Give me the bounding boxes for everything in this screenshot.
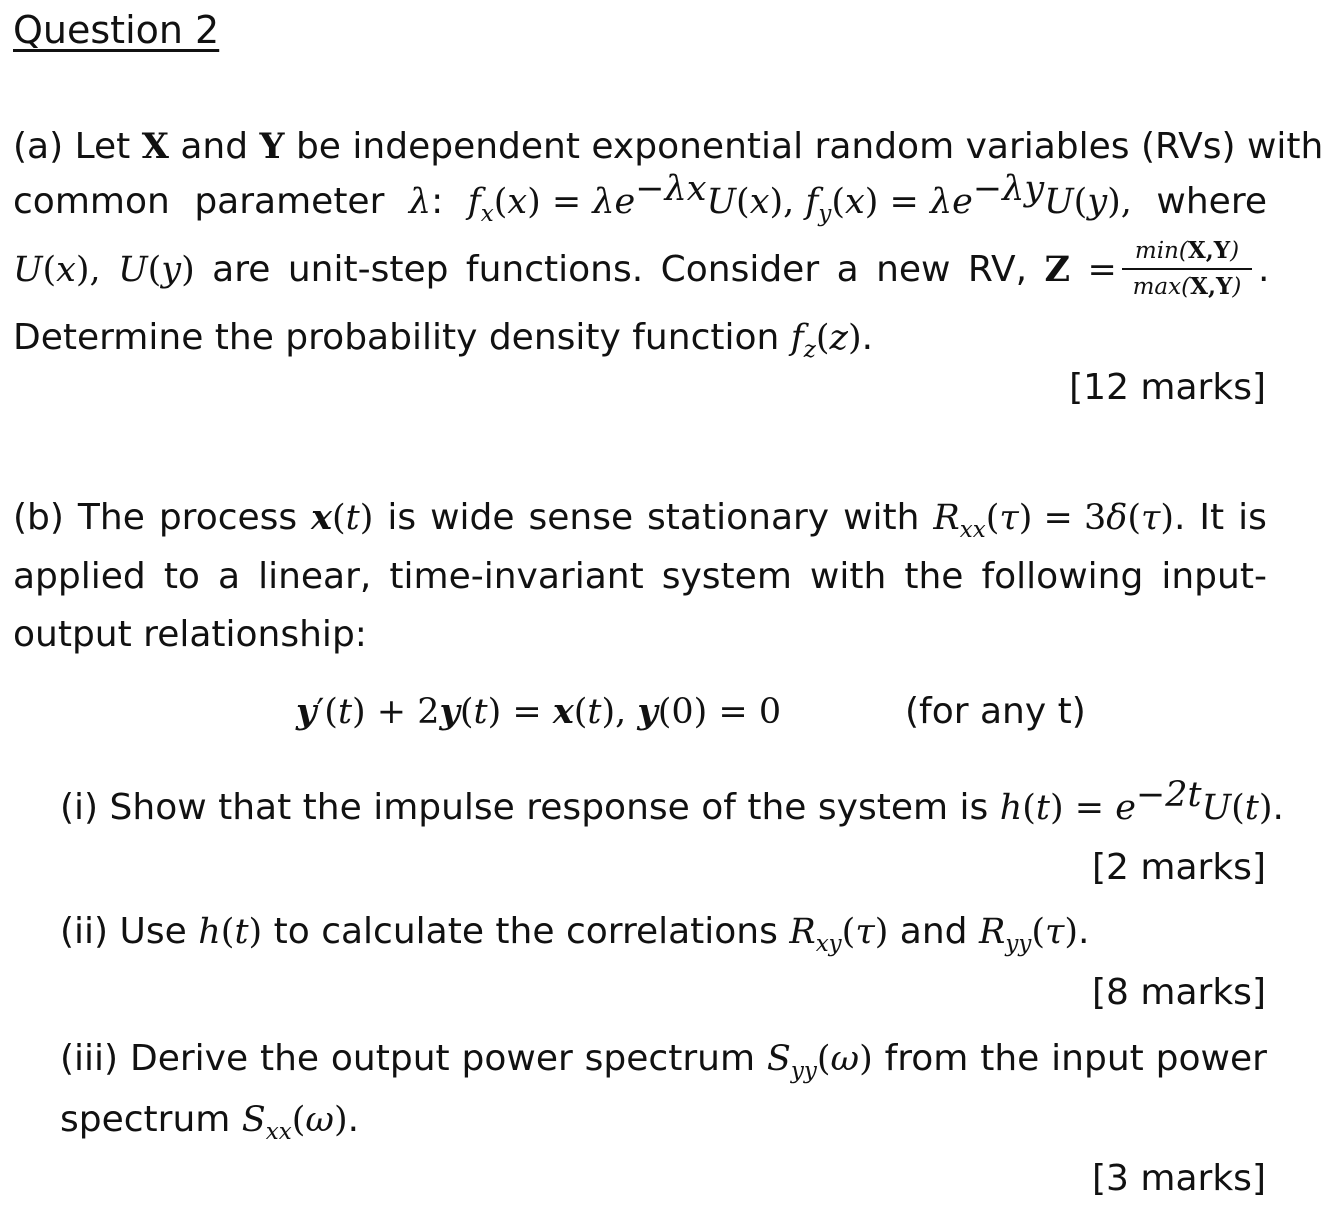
sub-question-iii-line-1: (iii) Derive the output power spectrum $S_{yy}(\omega)$ from the input power bbox=[60, 1038, 1267, 1084]
part-a-line-4: Determine the probability density function $f_z(z)$. bbox=[13, 317, 874, 363]
differential-equation: y′(t) + 2y(t) = x(t), y(0) = 0 bbox=[296, 691, 782, 732]
part-a-line-1: (a) Let X and Y be independent exponential random variables (RVs) with bbox=[13, 126, 1323, 167]
fraction-period: . bbox=[1258, 249, 1270, 290]
question-title: Question 2 bbox=[13, 8, 220, 52]
part-b-line-2: applied to a linear, time-invariant system with the following input- bbox=[13, 556, 1267, 597]
sub-question-iii-line-2: spectrum $S_{xx}(\omega)$. bbox=[60, 1099, 360, 1145]
part-a-line-3: U(x), U(y) are unit-step functions. Consider a new RV, Z = bbox=[13, 249, 1117, 290]
fraction-denominator: max(X,Y) bbox=[1132, 273, 1242, 300]
fraction-bar bbox=[1122, 268, 1252, 270]
sub-question-ii: (ii) Use h(t) to calculate the correlations $R_{xy}(\tau)$ and $R_{yy}(\tau)$. bbox=[60, 911, 1090, 957]
part-a-line-2: common parameter λ: $f_x(x) = \lambda e^{-\lambda x}U(x)$, $f_y(x) = \lambda e^{-\lambda y}U(y)$, where bbox=[13, 169, 1267, 227]
sub-question-ii-marks: [8 marks] bbox=[1092, 972, 1266, 1013]
sub-question-iii-marks: [3 marks] bbox=[1092, 1158, 1266, 1199]
z-fraction bbox=[1118, 236, 1256, 302]
fraction-numerator: min(X,Y) bbox=[1134, 237, 1240, 264]
part-b-line-1: (b) The process x(t) is wide sense stationary with $R_{xx}(\tau) = 3\delta(\tau)$. It is bbox=[13, 497, 1267, 543]
part-a-marks: [12 marks] bbox=[1069, 367, 1266, 408]
equation-note: (for any t) bbox=[905, 691, 1086, 732]
part-b-line-3: output relationship: bbox=[13, 614, 367, 655]
sub-question-i-marks: [2 marks] bbox=[1092, 847, 1266, 888]
sub-question-i: (i) Show that the impulse response of the system is $h(t) = e^{-2t}U(t)$. bbox=[60, 775, 1284, 828]
